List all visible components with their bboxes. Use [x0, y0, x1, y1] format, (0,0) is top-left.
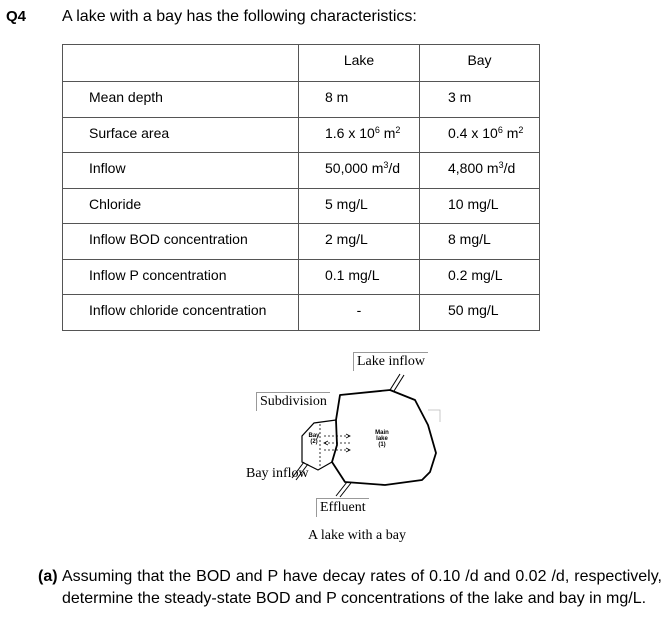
- lake-value: 50,000 $m^3/d$: [299, 153, 420, 189]
- row-label: Mean depth: [63, 82, 299, 118]
- table-header-row: [63, 45, 540, 82]
- row-label: Inflow chloride concentration: [63, 295, 299, 331]
- header-blank: [63, 45, 299, 82]
- lake-inflow-label: Lake inflow: [353, 352, 428, 371]
- table-row: [63, 295, 540, 331]
- row-label: Chloride: [63, 188, 299, 224]
- table-row: [63, 153, 540, 189]
- header-lake: Lake: [299, 45, 420, 82]
- table-row: [63, 188, 540, 224]
- main-lake-number-label: Main lake (1): [375, 430, 389, 448]
- row-label: Inflow P concentration: [63, 259, 299, 295]
- row-label: Inflow BOD concentration: [63, 224, 299, 260]
- bay-value: 4,800 $m^3/d$: [420, 153, 540, 189]
- table-row: [63, 117, 540, 153]
- part-a-text: Assuming that the BOD and P have decay rates of 0.10 /d and 0.02 /d, respectively, determine the steady-state BOD and P concentrations of the lake and bay in mg/L.: [62, 568, 662, 607]
- effluent-label: Effluent: [316, 498, 369, 517]
- bay-value: 3 m: [420, 82, 540, 118]
- bay-value: 8 mg/L: [420, 224, 540, 260]
- header-bay: Bay: [420, 45, 540, 82]
- bay-number-label: Bay (2): [308, 433, 320, 445]
- bay-inflow-label: Bay inflow: [246, 466, 309, 481]
- effluent-stream: [336, 482, 347, 496]
- row-label: Surface area: [63, 117, 299, 153]
- lake-value: 5 mg/L: [299, 188, 420, 224]
- lake-outline-drawing: [240, 350, 460, 550]
- bay-shape: [302, 420, 336, 470]
- table-row: [63, 259, 540, 295]
- bay-value: 0.2 mg/L: [420, 259, 540, 295]
- lake-inflow-stream: [390, 374, 400, 390]
- subdivision-label: Subdivision: [256, 392, 330, 411]
- characteristics-table: [62, 44, 540, 331]
- table-row: [63, 224, 540, 260]
- lake-value: 0.1 mg/L: [299, 259, 420, 295]
- bay-value: 10 mg/L: [420, 188, 540, 224]
- part-a-label: (a): [38, 568, 58, 585]
- table-row: [63, 82, 540, 118]
- lake-bay-diagram: [240, 350, 460, 550]
- bay-value: 50 mg/L: [420, 295, 540, 331]
- part-a-question: [38, 566, 662, 610]
- question-title: A lake with a bay has the following characteristics:: [62, 8, 417, 25]
- lake-value: 8 m: [299, 82, 420, 118]
- row-label: Inflow: [63, 153, 299, 189]
- lake-value: -: [299, 295, 420, 331]
- bay-value: 0.4 x $10^6$ $m^2$: [420, 117, 540, 153]
- figure-caption: A lake with a bay: [308, 528, 406, 543]
- lake-value: 2 mg/L: [299, 224, 420, 260]
- question-number: Q4: [6, 8, 27, 25]
- lake-value: 1.6 x $10^6$ $m^2$: [299, 117, 420, 153]
